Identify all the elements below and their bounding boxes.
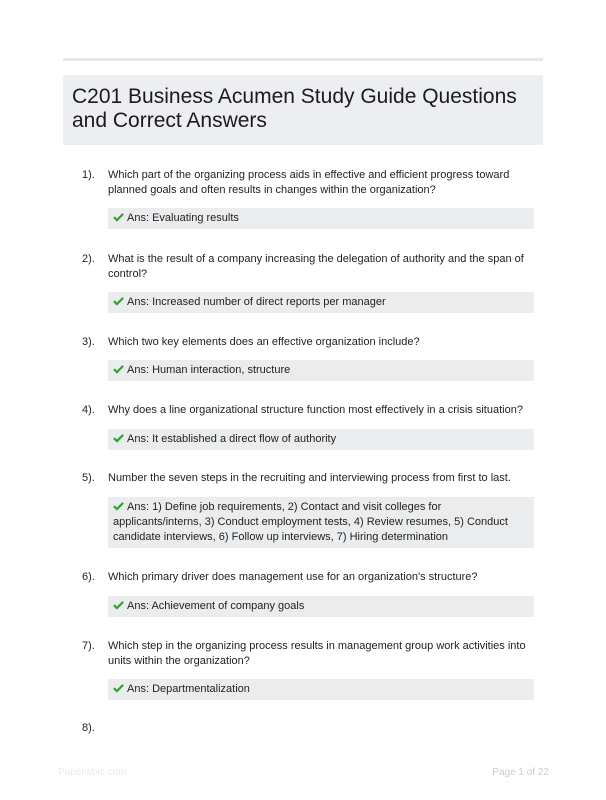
question-number: 5). bbox=[82, 472, 95, 484]
answer-box bbox=[108, 208, 534, 229]
question-text: Number the seven steps in the recruiting and interviewing process from first to last. bbox=[108, 472, 511, 484]
footer-watermark: Paperwbic.com bbox=[58, 767, 127, 778]
check-icon bbox=[113, 364, 124, 374]
answer-box bbox=[108, 596, 534, 617]
question-number: 1). bbox=[82, 169, 95, 181]
check-icon bbox=[113, 433, 124, 443]
answer-text: Ans: Departmentalization bbox=[127, 683, 250, 695]
question-number: 3). bbox=[82, 336, 95, 348]
question-text: Which step in the organizing process results in management group work activities into units within the organization? bbox=[108, 640, 526, 667]
answer-text: Ans: Evaluating results bbox=[127, 212, 239, 224]
answer-box bbox=[108, 429, 534, 450]
answer-box bbox=[108, 292, 534, 313]
question-text: Which primary driver does management use for an organization's structure? bbox=[108, 571, 478, 583]
question-number: 4). bbox=[82, 404, 95, 416]
document-title: C201 Business Acumen Study Guide Questions and Correct Answers bbox=[72, 85, 517, 132]
answer-text: Ans: Human interaction, structure bbox=[127, 364, 291, 376]
answer-box bbox=[108, 497, 534, 548]
question-number: 8). bbox=[82, 722, 95, 734]
answer-text: Ans: Increased number of direct reports per manager bbox=[127, 296, 386, 308]
question-number: 2). bbox=[82, 253, 95, 265]
question-text: What is the result of a company increasing the delegation of authority and the span of control? bbox=[108, 253, 524, 280]
question-text: Which part of the organizing process aids in effective and efficient progress toward planned goals and often results in changes within the organization? bbox=[108, 169, 510, 196]
page-indicator: Page 1 of 22 bbox=[492, 767, 549, 778]
check-icon bbox=[113, 600, 124, 610]
question-text: Why does a line organizational structure function most effectively in a crisis situation? bbox=[108, 404, 523, 416]
title-banner bbox=[63, 75, 543, 145]
check-icon bbox=[113, 501, 124, 511]
answer-text: Ans: It established a direct flow of authority bbox=[127, 433, 337, 445]
answer-box bbox=[108, 360, 534, 381]
answer-box bbox=[108, 679, 534, 700]
answer-text: Ans: 1) Define job requirements, 2) Contact and visit colleges for applicants/interns, 3) Conduct employment tests, 4) Review resumes, 5) Conduct candidate interviews, 6) Follow up interviews, 7) Hiring determination bbox=[113, 501, 508, 543]
top-divider bbox=[63, 58, 543, 61]
question-number: 7). bbox=[82, 640, 95, 652]
check-icon bbox=[113, 212, 124, 222]
check-icon bbox=[113, 296, 124, 306]
question-number: 6). bbox=[82, 571, 95, 583]
question-text: Which two key elements does an effective organization include? bbox=[108, 336, 420, 348]
answer-text: Ans: Achievement of company goals bbox=[127, 600, 305, 612]
check-icon bbox=[113, 683, 124, 693]
